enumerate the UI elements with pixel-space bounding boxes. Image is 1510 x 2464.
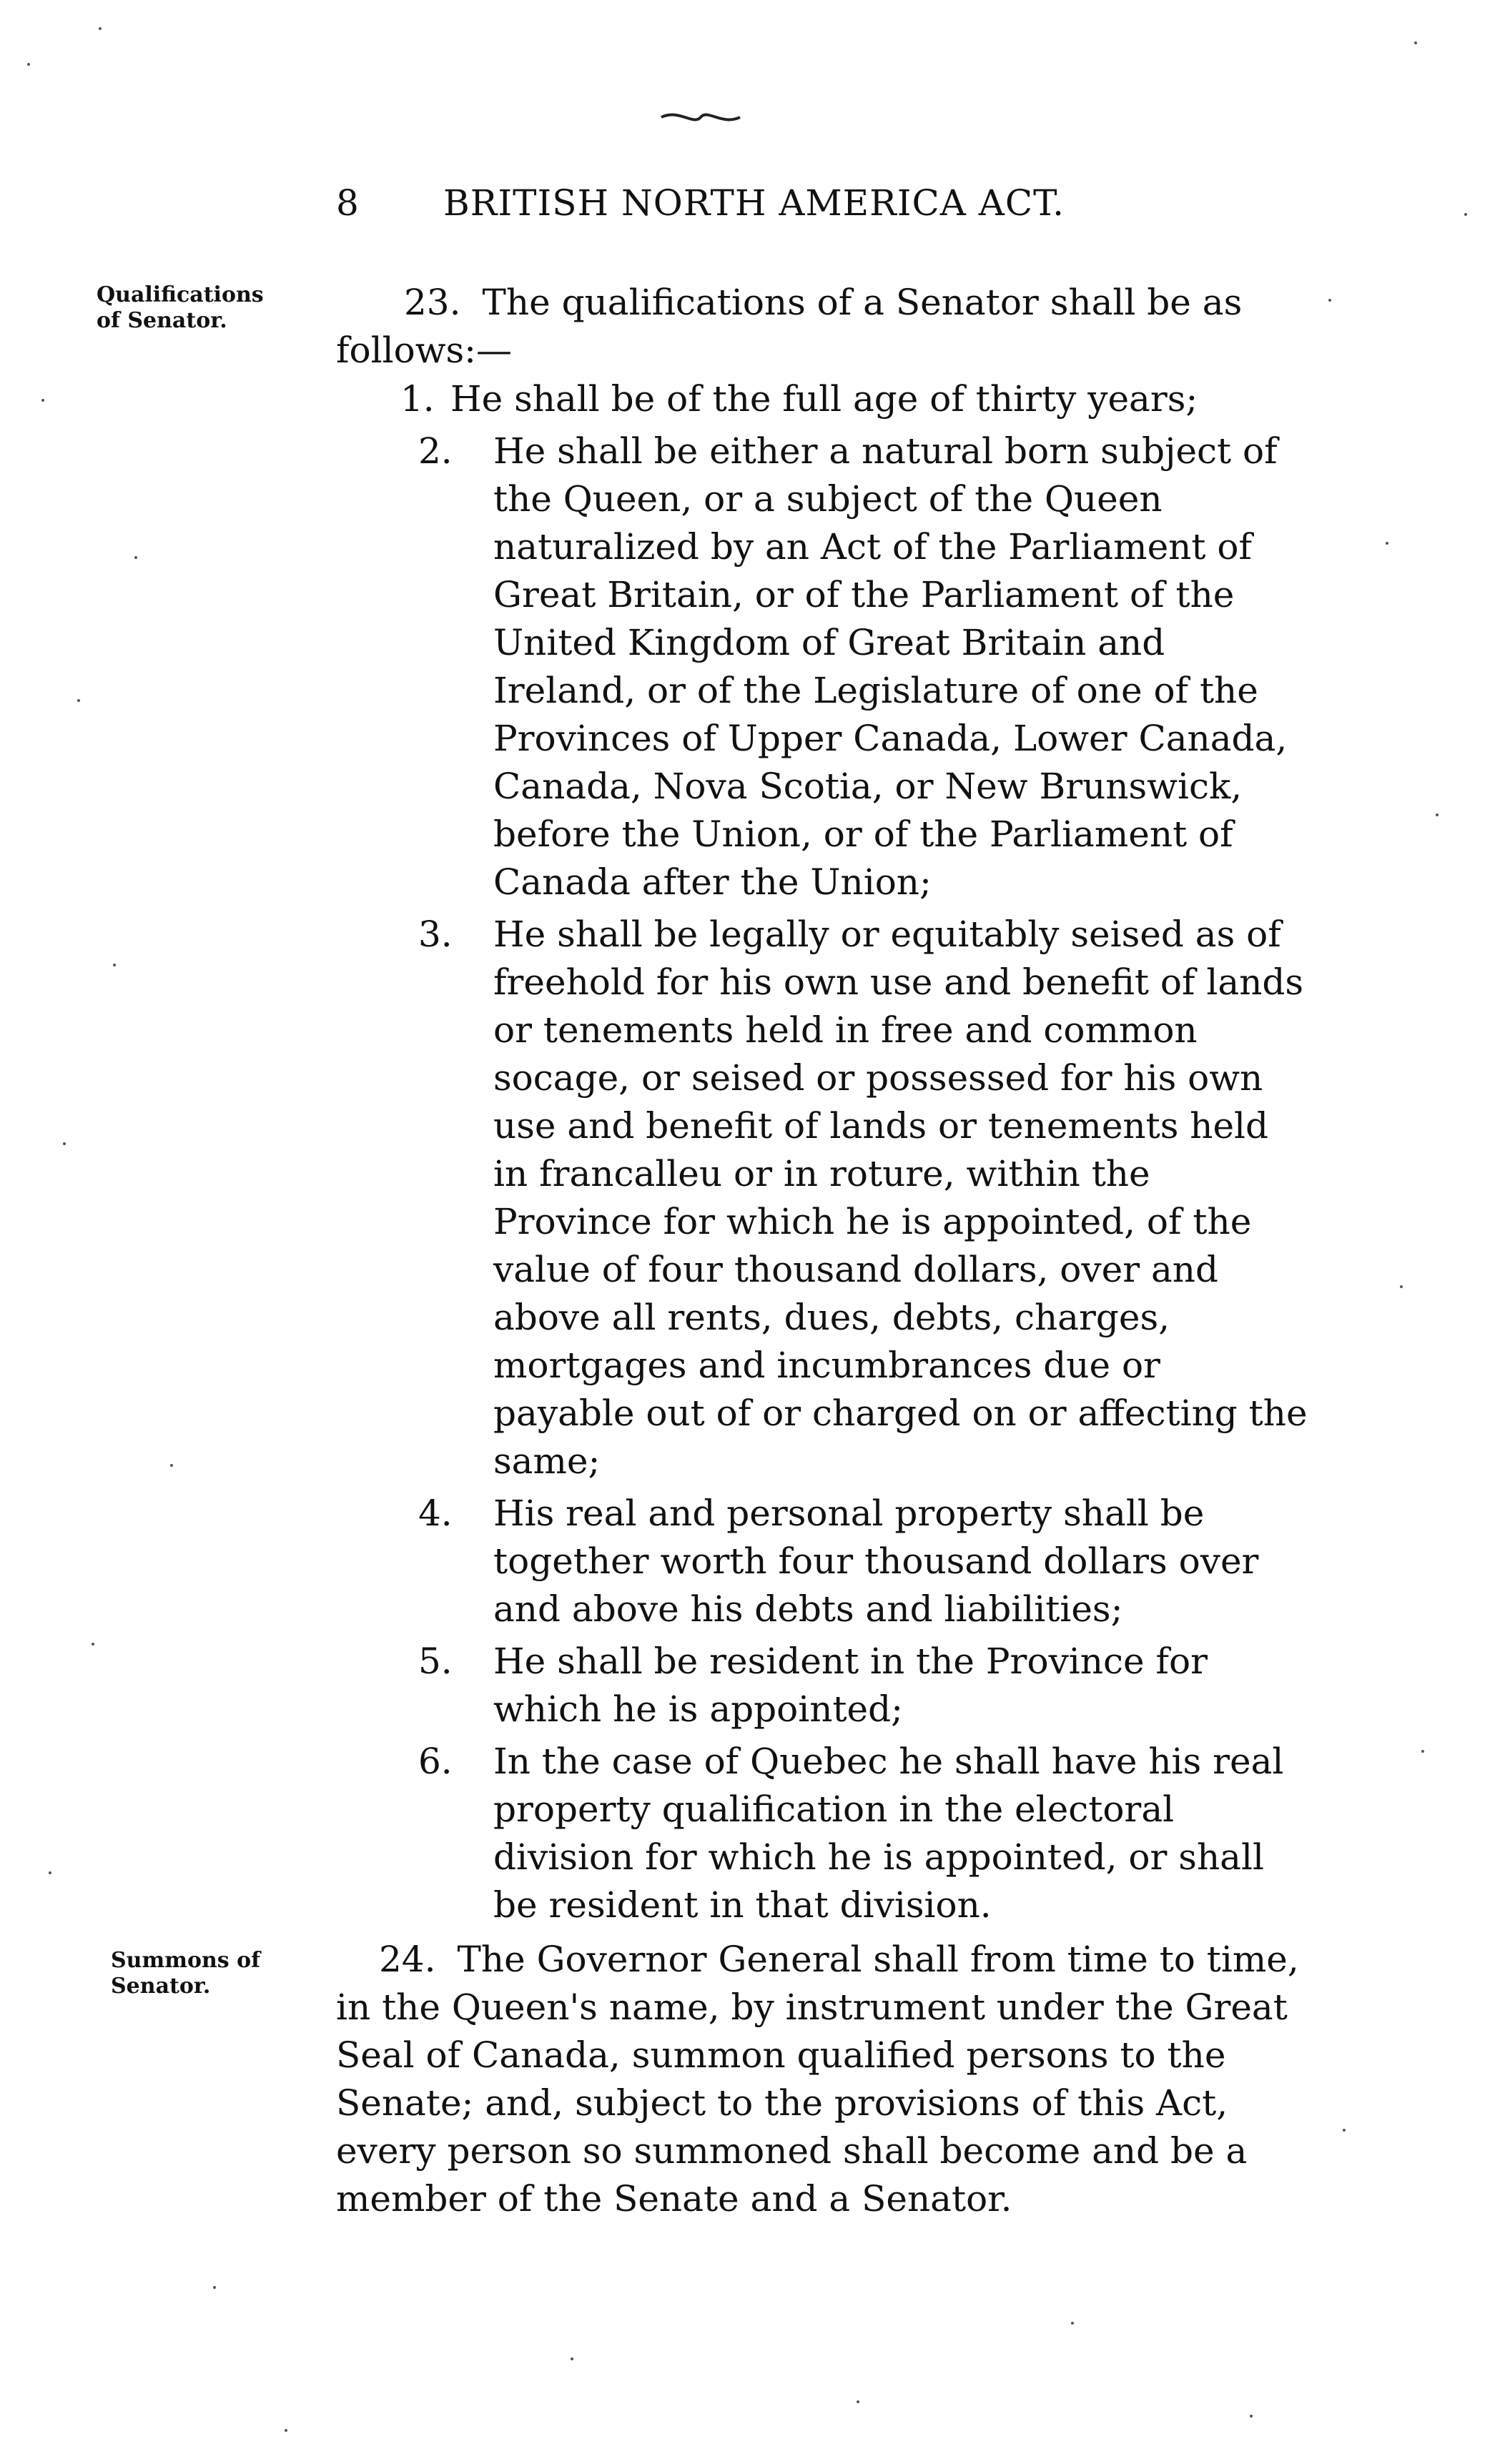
margin-note-qualifications: Qualifications of Senator. [97, 282, 264, 333]
running-title: BRITISH NORTH AMERICA ACT. [443, 182, 1065, 224]
item-number: 1. [400, 378, 435, 420]
section-23-paragraph [336, 279, 1308, 375]
page-number: 8 [336, 182, 360, 224]
margin-note-summons: Summons of Senator. [111, 1948, 261, 1999]
item-text: His real and personal property shall be together worth four thousand dollars over and above his debts and liabilities; [493, 1493, 1259, 1630]
list-item [400, 911, 1312, 1485]
list-item [400, 375, 1312, 423]
item-number: 2. [418, 430, 453, 472]
item-number: 6. [418, 1741, 453, 1782]
qualification-list [400, 375, 1312, 1934]
section-intro-text: The qualifications of a Senator shall be as follows:— [336, 282, 1243, 371]
item-text: He shall be either a natural born subject of the Queen, or a subject of the Queen naturalized by an Act of the Parliament of Great Britain, or of the Parliament of the United Kingdom of Great Britain and Ireland, or of the Legislature of one of the Provinces of Upper Canada, Lower Canada, Canada, Nova Scotia, or New Brunswick, before the Union, or of the Parliament of Canada after the Union; [493, 430, 1288, 903]
item-number: 4. [418, 1493, 453, 1534]
list-item [400, 427, 1312, 906]
item-text: He shall be resident in the Province for which he is appointed; [493, 1641, 1208, 1730]
section-number: 23. [404, 282, 461, 323]
item-number: 5. [418, 1641, 453, 1682]
item-text: He shall be legally or equitably seised as of freehold for his own use and benefit of lands or tenements held in free and common socage, or seised or possessed for his own use and benefit of lands or tenements held in francalleu or in roture, within the Province for which he is appointed, of the value of four thousand dollars, over and above all rents, dues, debts, charges, mortgages and incumbrances due or payable out of or charged on or affecting the same; [493, 914, 1308, 1482]
header-ornament-icon [658, 107, 744, 127]
section-24-text: The Governor General shall from time to time, in the Queen's name, by instrument under the Great Seal of Canada, summon qualified persons to the Senate; and, subject to the provisions of this Act, every person so summoned shall become and be a member of the Senate and a Senator. [336, 1939, 1299, 2220]
section-24-paragraph [336, 1936, 1308, 2223]
item-text: He shall be of the full age of thirty years; [450, 378, 1198, 420]
item-text: In the case of Quebec he shall have his real property qualification in the electoral division for which he is appointed, or shall be resident in that division. [493, 1741, 1284, 1926]
list-item [400, 1490, 1312, 1633]
list-item [400, 1638, 1312, 1733]
item-number: 3. [418, 914, 453, 955]
section-23-intro [336, 279, 1308, 375]
running-head [336, 182, 1065, 224]
list-item [400, 1738, 1312, 1929]
section-number: 24. [379, 1939, 436, 1980]
